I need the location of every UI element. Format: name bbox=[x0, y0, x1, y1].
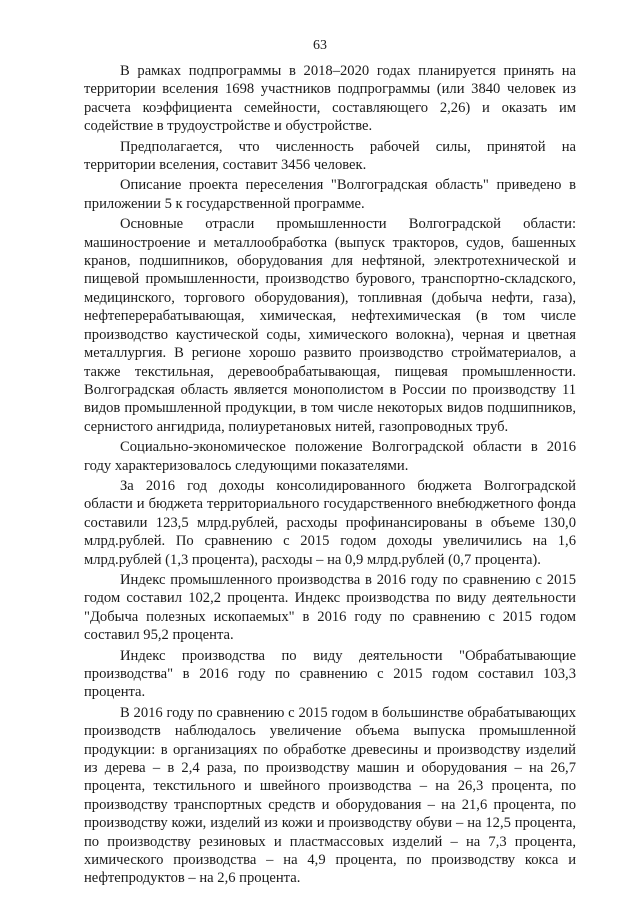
paragraph-budget: За 2016 год доходы консолидированного бюджета Волгоградской области и бюджета территориального государственного внебюджетного фонда составили 123,5 млрд.рублей, расходы профинансированы в объеме 130,0 млрд.рублей. По сравнению с 2015 годом доходы увеличились на 1,6 млрд.рублей (1,3 процента), расходы – на 0,9 млрд.рублей (0,7 процента). bbox=[84, 477, 576, 568]
paragraph-manufacturing-growth: В 2016 году по сравнению с 2015 годом в большинстве обрабатывающих производств наблюдалось увеличение объема выпуска промышленной продукции: в организациях по обработке древесины и производству изделий из дерева – в 2,4 раза, по производству машин и оборудования – на 26,7 процента, текстильного и швейного производства – на 26,3 процента, по производству транспортных средств и оборудования – на 21,6 процента, по производству кожи, изделий из кожи и производству обуви – на 12,5 процента, по производству резиновых и пластмассовых изделий – на 7,3 процента, химического производства – на 4,9 процента, по производству кокса и нефтепродуктов – на 2,6 процента. bbox=[84, 704, 576, 887]
paragraph-manufacturing-index: Индекс производства по виду деятельности "Обрабатывающие производства" в 2016 году по сравнению с 2015 годом составил 103,3 процента. bbox=[84, 647, 576, 701]
paragraph-socioeconomic-intro: Социально-экономическое положение Волгоградской области в 2016 году характеризовалось следующими показателями. bbox=[84, 439, 576, 474]
page-number: 63 bbox=[313, 38, 327, 53]
document-body bbox=[84, 62, 576, 890]
paragraph-industries: Основные отрасли промышленности Волгоградской области: машиностроение и металлообработка (выпуск тракторов, судов, башенных кранов, подшипников, оборудования для нефтяной, электротехнической и пищевой промышленности, производство бурового, транспортно-складского, медицинского, торгового оборудования), топливная (добыча нефти, газа), нефтеперерабатывающая, химическая, нефтехимическая (в том числе производство каустической соды, химического волокна), черная и цветная металлургия. В регионе хорошо развито производство стройматериалов, а также текстильная, деревообрабатывающая, пищевая промышленности. Волгоградская область является монополистом в России по производству 11 видов промышленной продукции, в том числе некоторых видов подшипников, сернистого ангидрида, полиуретановых нитей, газопроводных труб. bbox=[84, 216, 576, 435]
paragraph-resettlement-plan: В рамках подпрограммы в 2018–2020 годах планируется принять на территории вселения 1698 участников подпрограммы (или 3840 человек из расчета коэффициента семейности, составляющего 2,26) и оказать им содействие в трудоустройстве и обустройстве. bbox=[84, 63, 576, 135]
paragraph-project-description: Описание проекта переселения "Волгоградская область" приведено в приложении 5 к государственной программе. bbox=[84, 177, 576, 212]
paragraph-industrial-index: Индекс промышленного производства в 2016 году по сравнению с 2015 годом составил 102,2 процента. Индекс производства по виду деятельности "Добыча полезных ископаемых" в 2016 году по сравнению с 2015 годом составил 95,2 процента. bbox=[84, 571, 576, 644]
paragraph-workforce: Предполагается, что численность рабочей силы, принятой на территории вселения, составит 3456 человек. bbox=[84, 138, 576, 174]
